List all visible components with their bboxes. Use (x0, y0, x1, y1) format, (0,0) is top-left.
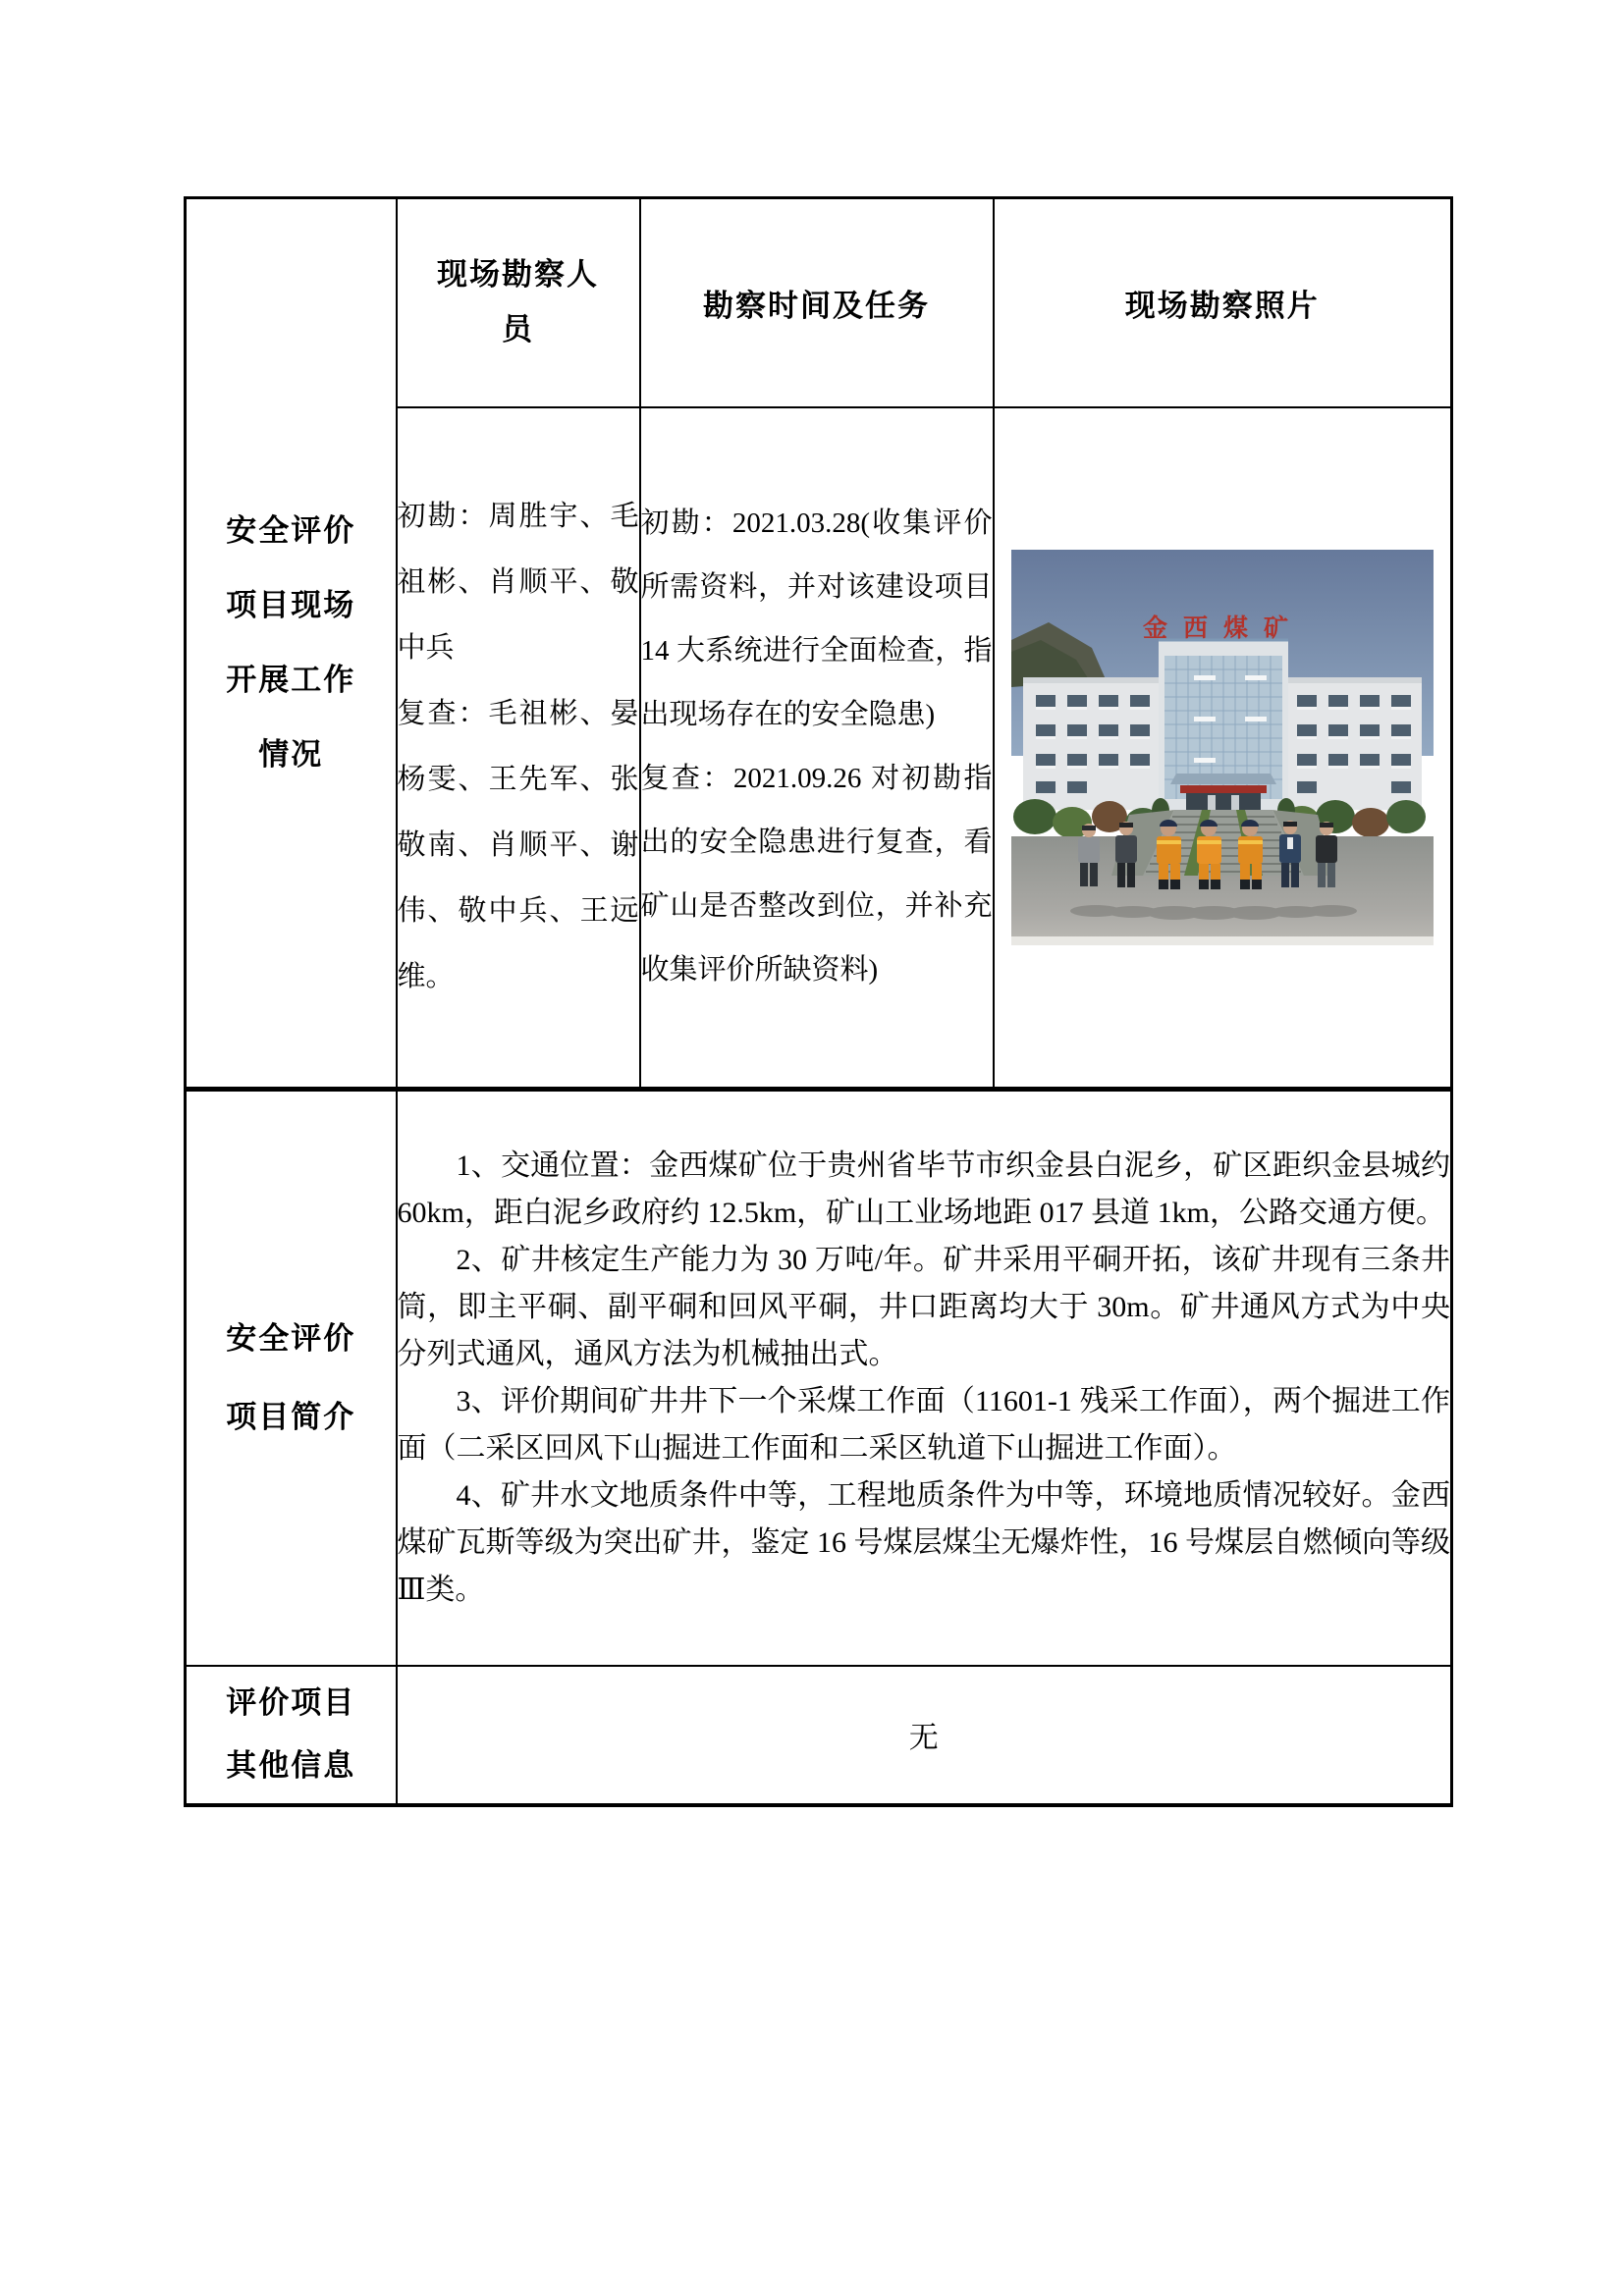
intro-row (186, 1090, 1452, 1666)
header-photo-cell (994, 198, 1452, 407)
photo-road-edge (1011, 936, 1434, 945)
photo-glass-vent (1194, 675, 1216, 680)
photo-glass-vent (1245, 717, 1267, 721)
header-personnel: 现场勘察人员 (437, 257, 599, 347)
other-info-content-cell (397, 1666, 1452, 1805)
other-label-cell (186, 1666, 397, 1805)
other-info-row (186, 1666, 1452, 1805)
header-row (186, 198, 1452, 407)
header-photo: 现场勘察照片 (1124, 288, 1320, 323)
site-photo (1011, 550, 1434, 945)
photo-glass-vent (1245, 675, 1267, 680)
header-time-task-cell (640, 198, 994, 407)
photo-entrance (1170, 774, 1276, 810)
section-label-site-work: 安全评价项目现场开展工作情况 (226, 513, 356, 772)
site-photo-cell (994, 407, 1452, 1090)
photo-stairs (1111, 810, 1335, 876)
section-label-other-info: 评价项目其他信息 (226, 1685, 356, 1783)
photo-sign-text: 金西煤矿 (1142, 614, 1304, 642)
intro-paragraph-workfaces: 3、评价期间矿井井下一个采煤工作面（11601-1 残采工作面），两个掘进工作面（二采区回风下山掘进工作面和二采区轨道下山掘进工作面）。 (397, 1384, 1450, 1465)
personnel-initial-survey: 初勘：周胜宇、毛祖彬、肖顺平、敬中兵 (397, 501, 639, 665)
intro-paragraph-location: 1、交通位置：金西煤矿位于贵州省毕节市织金县白泥乡，矿区距织金县城约 60km，距白泥乡政府约 12.5km，矿山工业场地距 017 县道 1km，公路交通方便。 (397, 1148, 1450, 1229)
merged-label-cell (186, 198, 397, 1090)
other-info-value: 无 (908, 1722, 939, 1754)
intro-paragraph-capacity: 2、矿井核定生产能力为 30 万吨/年。矿井采用平硐开拓，该矿井现有三条井筒，即主平硐、副平硐和回风平硐，井口距离均大于 30m。矿井通风方式为中央分列式通风，通风方法为机械抽出式。 (397, 1243, 1450, 1370)
time-task-cell (640, 407, 994, 1090)
section-label-intro: 安全评价项目简介 (226, 1320, 356, 1434)
intro-paragraph-geology: 4、矿井水文地质条件中等，工程地质条件为中等，环境地质情况较好。金西煤矿瓦斯等级为突出矿井，鉴定 16 号煤层煤尘无爆炸性，16 号煤层自燃倾向等级Ⅲ类。 (397, 1478, 1450, 1606)
intro-label-cell (186, 1090, 397, 1666)
survey-table (184, 196, 1453, 1807)
personnel-review: 复查：毛祖彬、晏杨雯、王先军、张敬南、肖顺平、谢伟、敬中兵、王远维。 (397, 698, 639, 993)
task-review: 复查：2021.09.26 对初勘指出的安全隐患进行复查，看矿山是否整改到位，并补充收集评价所缺资料) (640, 763, 993, 987)
task-initial-survey: 初勘：2021.03.28(收集评价所需资料，并对该建设项目 14 大系统进行全面检查，指出现场存在的安全隐患) (640, 507, 993, 731)
header-time-task: 勘察时间及任务 (703, 288, 930, 323)
intro-content-cell (397, 1090, 1452, 1666)
photo-glass-vent (1194, 758, 1216, 763)
photo-glass-vent (1194, 717, 1216, 721)
header-personnel-cell (397, 198, 640, 407)
personnel-cell (397, 407, 640, 1090)
